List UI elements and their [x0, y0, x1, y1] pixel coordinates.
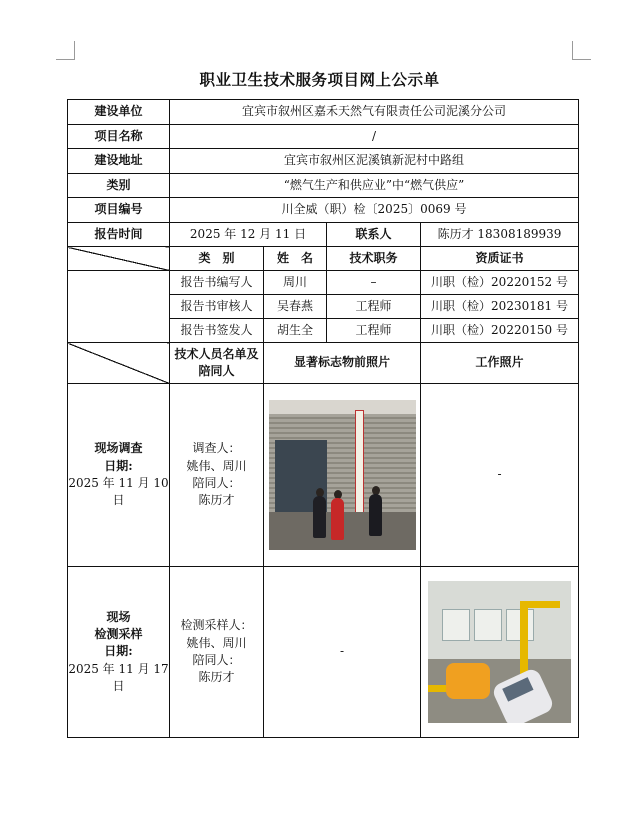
- sampling-landmark-photo-cell: -: [264, 567, 421, 738]
- staff-header-category: 类 别: [170, 247, 264, 271]
- visit-header-row: [68, 343, 579, 384]
- staff-cell: 周川: [264, 271, 327, 295]
- row-report-time: [68, 223, 579, 247]
- row-project-name: [68, 125, 579, 149]
- staff-cell: –: [327, 271, 421, 295]
- contact-value: 陈历才 18308189939: [421, 223, 579, 247]
- company-signboard: [355, 410, 364, 518]
- staff-cell: 川职（检）20220152 号: [421, 271, 579, 295]
- sampler-label: 检测采样人：: [180, 618, 253, 633]
- row-category: [68, 174, 579, 198]
- sampling-date-label: 日期:: [104, 644, 133, 659]
- staff-cell: 工程师: [327, 319, 421, 343]
- staff-cell: 川职（检）20230181 号: [421, 295, 579, 319]
- row-project-number: [68, 198, 579, 223]
- survey-companion-label: 陪同人：: [192, 476, 241, 490]
- staff-cell: 胡生全: [264, 319, 327, 343]
- gas-regulator: [446, 663, 490, 699]
- staff-cell: 报告书审核人: [170, 295, 264, 319]
- construction-unit-label: 建设单位: [68, 100, 170, 125]
- report-time-label: 报告时间: [68, 223, 170, 247]
- staff-cell: 吴春燕: [264, 295, 327, 319]
- sampling-date-suffix: 日: [112, 679, 125, 694]
- sampling-companion-label: 陪同人：: [192, 653, 241, 667]
- sampling-row: [68, 567, 579, 738]
- staff-header-title: 技术职务: [327, 247, 421, 271]
- person-figure: [331, 498, 344, 540]
- person-figure: [313, 496, 326, 538]
- visit-header-diagonal-cell: [68, 343, 170, 384]
- crop-mark-top-left: [56, 41, 75, 60]
- staff-cell: 报告书签发人: [170, 319, 264, 343]
- survey-date: 2025 年 11 月 10: [68, 476, 169, 490]
- crop-mark-top-right: [572, 41, 591, 60]
- survey-label: 现场调查: [94, 441, 143, 456]
- gas-pipe: [520, 601, 528, 681]
- visit-header-work-photo: 工作照片: [421, 343, 579, 384]
- category-value: “燃气生产和供应业”中“燃气供应”: [170, 174, 579, 198]
- person-figure: [369, 494, 382, 536]
- survey-staff-cell: [170, 384, 264, 567]
- document-title: 职业卫生技术服务项目网上公示单: [199, 70, 440, 89]
- sampling-companion: 陈历才: [198, 670, 235, 685]
- visit-header-staff: 技术人员名单及陪同人: [170, 343, 264, 384]
- sampling-label: 现场: [106, 609, 131, 624]
- project-number-value: 川全威（职）检〔2025〕0069 号: [170, 198, 579, 223]
- project-name-label: 项目名称: [68, 125, 170, 149]
- survey-date-suffix: 日: [112, 493, 125, 508]
- samplers: 姚伟、周川: [186, 635, 247, 650]
- staff-header-diagonal-cell: [68, 247, 170, 271]
- project-name-value: /: [170, 125, 579, 149]
- disclosure-form-table: [67, 99, 579, 738]
- sampling-label-line2: 检测采样: [94, 626, 143, 641]
- sampling-work-photo-cell: [421, 567, 579, 738]
- survey-row: [68, 384, 579, 567]
- staff-header-name: 姓 名: [264, 247, 327, 271]
- staff-row: [68, 271, 579, 295]
- survey-landmark-photo-cell: [264, 384, 421, 567]
- row-construction-unit: [68, 100, 579, 125]
- landmark-photo: [269, 400, 416, 550]
- construction-address-label: 建设地址: [68, 149, 170, 174]
- survey-date-cell: [68, 384, 170, 567]
- construction-unit-value: 宜宾市叙州区嘉禾天然气有限责任公司泥溪分公司: [170, 100, 579, 125]
- sampling-date-cell: [68, 567, 170, 738]
- staff-blank-cell: [68, 271, 170, 343]
- investigator-label: 调查人：: [192, 441, 241, 456]
- category-label: 类别: [68, 174, 170, 198]
- visit-header-landmark-photo: 显著标志物前照片: [264, 343, 421, 384]
- survey-companion: 陈历才: [198, 493, 235, 508]
- project-number-label: 项目编号: [68, 198, 170, 223]
- survey-work-photo-cell: -: [421, 384, 579, 567]
- report-time-value: 2025 年 12 月 11 日: [170, 223, 327, 247]
- staff-cell: 川职（检）20220150 号: [421, 319, 579, 343]
- work-photo: [428, 581, 571, 723]
- investigators: 姚伟、周川: [186, 458, 247, 473]
- staff-header-row: [68, 247, 579, 271]
- construction-address-value: 宜宾市叙州区泥溪镇新泥村中路组: [170, 149, 579, 174]
- contact-label: 联系人: [327, 223, 421, 247]
- survey-date-label: 日期:: [104, 458, 133, 473]
- row-construction-address: [68, 149, 579, 174]
- staff-cell: 工程师: [327, 295, 421, 319]
- staff-header-certificate: 资质证书: [421, 247, 579, 271]
- staff-cell: 报告书编写人: [170, 271, 264, 295]
- sampling-staff-cell: [170, 567, 264, 738]
- sampling-date: 2025 年 11 月 17: [68, 661, 169, 676]
